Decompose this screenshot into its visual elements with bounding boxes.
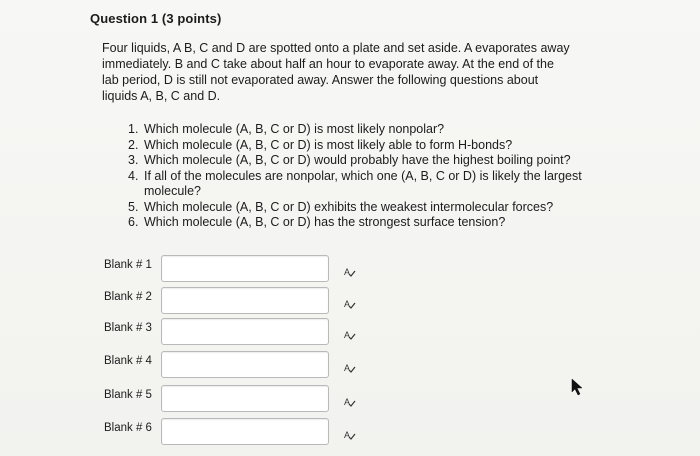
blank-label: Blank # 1 <box>104 259 152 271</box>
blank-label: Blank # 6 <box>104 422 152 434</box>
question-item <box>128 153 628 169</box>
spellcheck-icon[interactable] <box>344 362 356 374</box>
blank-label: Blank # 3 <box>104 322 152 334</box>
question-number: 4. <box>128 168 139 183</box>
question-item <box>128 138 628 154</box>
prompt-line: liquids A, B, C and D. <box>102 89 221 103</box>
blank-label: Blank # 2 <box>104 291 152 303</box>
question-title: Question 1 (3 points) <box>90 11 222 26</box>
blank-input-1[interactable] <box>161 255 329 282</box>
question-item <box>128 169 628 200</box>
question-number: 3. <box>128 153 139 167</box>
spellcheck-icon[interactable] <box>344 429 356 441</box>
blank-input-5[interactable] <box>161 385 329 412</box>
question-text: Which molecule (A, B, C or D) would probably have the highest boiling point? <box>144 153 571 167</box>
question-list <box>128 122 628 231</box>
question-number: 1. <box>128 122 139 136</box>
question-text: Which molecule (A, B, C or D) is most likely able to form H-bonds? <box>144 137 513 152</box>
blank-input-2[interactable] <box>161 287 329 314</box>
question-prompt <box>102 40 622 104</box>
question-text: Which molecule (A, B, C or D) exhibits the weakest intermolecular forces? <box>144 199 554 214</box>
blank-row-2 <box>104 290 364 320</box>
svg-text:A: A <box>344 267 351 277</box>
blank-input-4[interactable] <box>161 351 329 378</box>
blank-input-6[interactable] <box>161 418 329 445</box>
spellcheck-icon[interactable] <box>344 329 356 341</box>
blank-row-5 <box>104 388 364 418</box>
question-text: Which molecule (A, B, C or D) is most likely nonpolar? <box>144 122 445 136</box>
svg-text:A: A <box>344 363 351 373</box>
prompt-line: lab period, D is still not evaporated away. Answer the following questions about <box>102 73 539 87</box>
blank-row-3 <box>104 321 364 351</box>
blank-row-4 <box>104 354 364 384</box>
spellcheck-icon[interactable] <box>344 266 356 278</box>
question-item <box>128 200 628 216</box>
blank-label: Blank # 5 <box>104 389 152 401</box>
mouse-cursor-icon <box>571 378 585 396</box>
svg-text:A: A <box>344 397 351 407</box>
prompt-line: Four liquids, A B, C and D are spotted onto a plate and set aside. A evaporates away <box>102 41 570 55</box>
spellcheck-icon[interactable] <box>344 298 356 310</box>
blank-label: Blank # 4 <box>104 355 152 367</box>
blank-input-3[interactable] <box>161 318 329 345</box>
svg-text:A: A <box>344 330 351 340</box>
question-item <box>128 122 628 138</box>
svg-text:A: A <box>344 430 351 440</box>
svg-text:A: A <box>344 299 351 309</box>
prompt-line: immediately. B and C take about half an hour to evaporate away. At the end of the <box>102 57 554 71</box>
blank-row-1 <box>104 258 364 288</box>
spellcheck-icon[interactable] <box>344 396 356 408</box>
question-text: Which molecule (A, B, C or D) has the strongest surface tension? <box>144 215 506 229</box>
question-number: 6. <box>128 215 139 229</box>
question-number: 5. <box>128 199 139 214</box>
question-number: 2. <box>128 137 139 152</box>
blank-row-6 <box>104 421 364 451</box>
question-text: If all of the molecules are nonpolar, which one (A, B, C or D) is likely the largest molecule? <box>144 168 582 198</box>
question-item <box>128 215 628 231</box>
